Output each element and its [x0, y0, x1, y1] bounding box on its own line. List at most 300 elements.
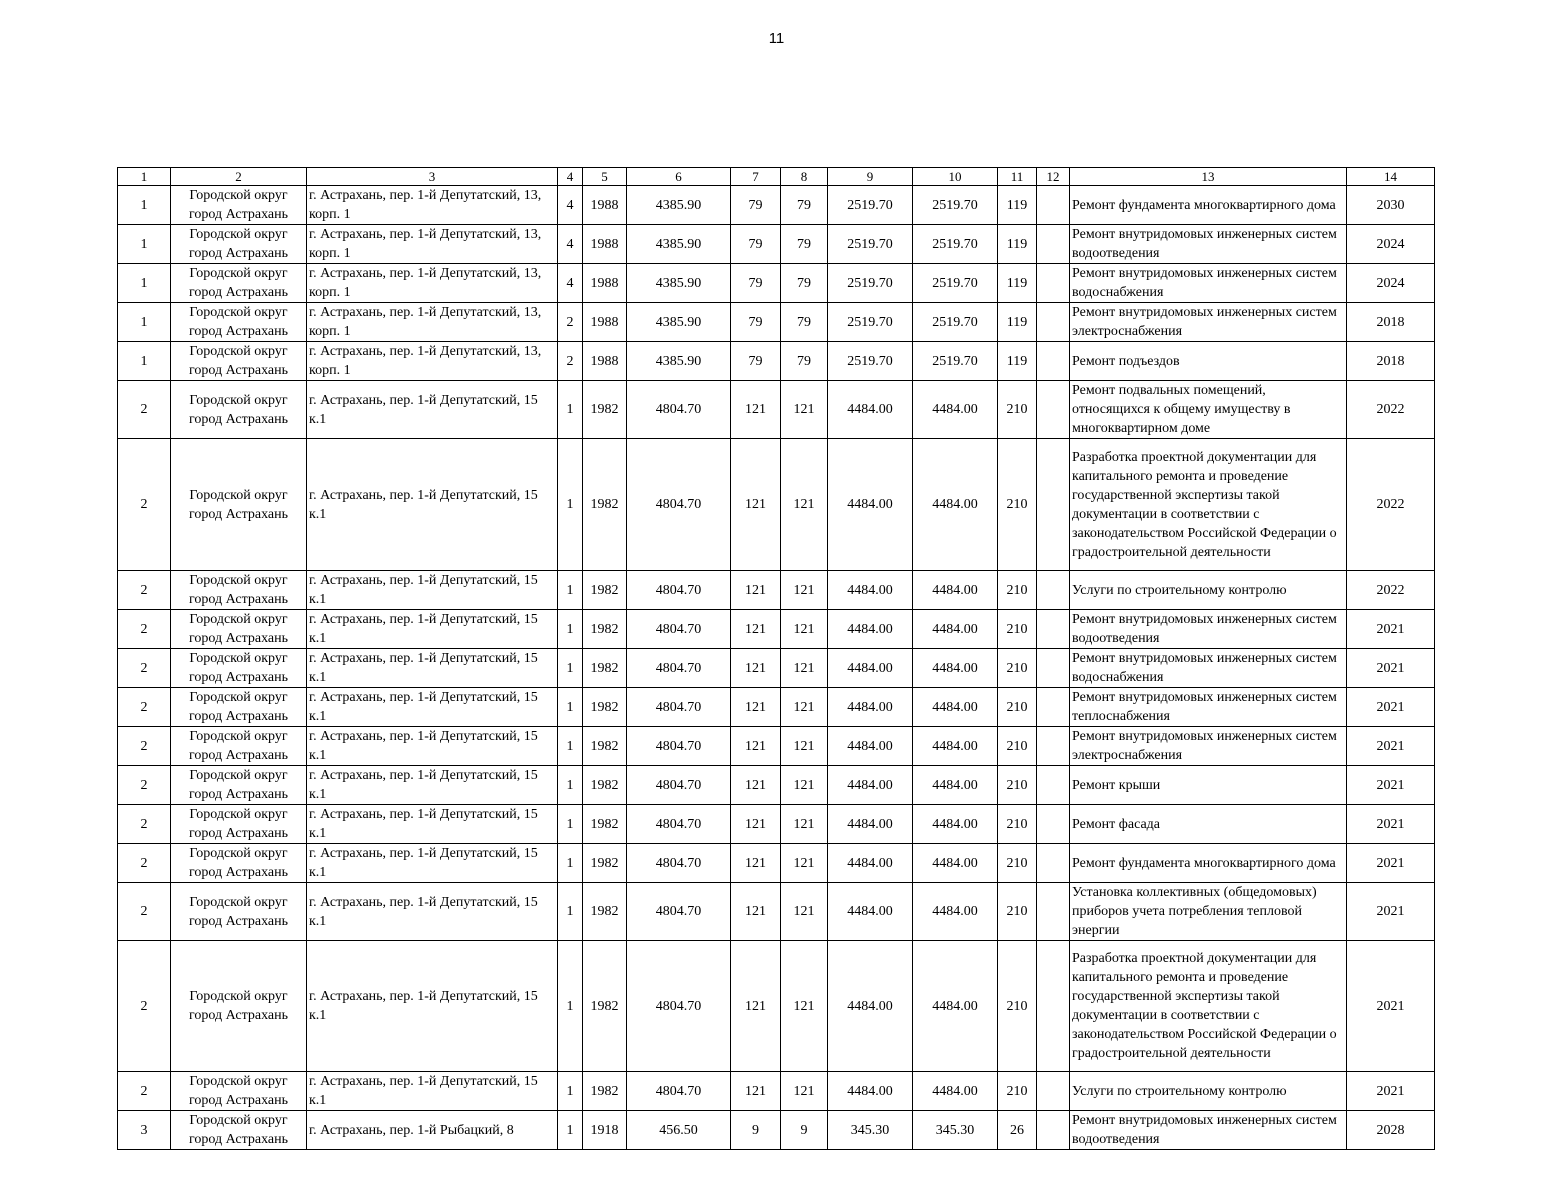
planned-year-cell: 2018 [1347, 342, 1435, 381]
column-number: 4 [558, 168, 583, 186]
floors-cell: 4 [558, 225, 583, 264]
address-cell: г. Астрахань, пер. 1-й Депутатский, 13, корп. 1 [307, 342, 558, 381]
work-type-cell: Услуги по строительному контролю [1070, 1072, 1347, 1111]
table-row [118, 186, 1435, 225]
column-number: 8 [781, 168, 828, 186]
total-area-cell: 4385.90 [627, 303, 731, 342]
residential-area-cell: 4484.00 [828, 571, 913, 610]
extra-column-cell [1037, 649, 1070, 688]
apartments-total-cell: 121 [731, 766, 781, 805]
total-area-cell: 4385.90 [627, 342, 731, 381]
floors-cell: 1 [558, 727, 583, 766]
address-cell: г. Астрахань, пер. 1-й Депутатский, 15 к.1 [307, 766, 558, 805]
row-number-cell: 1 [118, 264, 171, 303]
residents-count-cell: 119 [998, 264, 1037, 303]
row-number-cell: 2 [118, 883, 171, 941]
apartments-total-cell: 79 [731, 225, 781, 264]
planned-year-cell: 2021 [1347, 1072, 1435, 1111]
residential-area-cell: 4484.00 [828, 381, 913, 439]
extra-column-cell [1037, 727, 1070, 766]
address-cell: г. Астрахань, пер. 1-й Депутатский, 15 к.1 [307, 439, 558, 571]
apartments-total-cell: 79 [731, 264, 781, 303]
living-area-cell: 345.30 [913, 1111, 998, 1150]
residents-count-cell: 210 [998, 844, 1037, 883]
planned-year-cell: 2024 [1347, 225, 1435, 264]
residents-count-cell: 210 [998, 883, 1037, 941]
floors-cell: 1 [558, 766, 583, 805]
apartments-total-cell: 121 [731, 941, 781, 1072]
municipality-cell: Городской округ город Астрахань [171, 439, 307, 571]
municipality-cell: Городской округ город Астрахань [171, 610, 307, 649]
municipality-cell: Городской округ город Астрахань [171, 186, 307, 225]
planned-year-cell: 2021 [1347, 727, 1435, 766]
residents-count-cell: 210 [998, 610, 1037, 649]
year-built-cell: 1982 [583, 381, 627, 439]
column-number: 7 [731, 168, 781, 186]
work-type-cell: Ремонт внутридомовых инженерных систем водоотведения [1070, 225, 1347, 264]
table-row [118, 688, 1435, 727]
row-number-cell: 2 [118, 1072, 171, 1111]
apartments-residential-cell: 121 [781, 688, 828, 727]
row-number-cell: 2 [118, 844, 171, 883]
total-area-cell: 4385.90 [627, 264, 731, 303]
apartments-total-cell: 121 [731, 883, 781, 941]
municipality-cell: Городской округ город Астрахань [171, 766, 307, 805]
year-built-cell: 1988 [583, 186, 627, 225]
work-type-cell: Ремонт внутридомовых инженерных систем теплоснабжения [1070, 688, 1347, 727]
planned-year-cell: 2018 [1347, 303, 1435, 342]
column-number: 6 [627, 168, 731, 186]
total-area-cell: 4804.70 [627, 649, 731, 688]
year-built-cell: 1982 [583, 941, 627, 1072]
living-area-cell: 4484.00 [913, 649, 998, 688]
year-built-cell: 1982 [583, 805, 627, 844]
municipality-cell: Городской округ город Астрахань [171, 883, 307, 941]
planned-year-cell: 2021 [1347, 805, 1435, 844]
address-cell: г. Астрахань, пер. 1-й Депутатский, 15 к.1 [307, 381, 558, 439]
residents-count-cell: 210 [998, 805, 1037, 844]
residential-area-cell: 4484.00 [828, 941, 913, 1072]
living-area-cell: 4484.00 [913, 941, 998, 1072]
municipality-cell: Городской округ город Астрахань [171, 941, 307, 1072]
total-area-cell: 4804.70 [627, 805, 731, 844]
table-row [118, 381, 1435, 439]
total-area-cell: 456.50 [627, 1111, 731, 1150]
total-area-cell: 4804.70 [627, 571, 731, 610]
residential-area-cell: 2519.70 [828, 186, 913, 225]
table-row [118, 1072, 1435, 1111]
municipality-cell: Городской округ город Астрахань [171, 303, 307, 342]
apartments-residential-cell: 121 [781, 439, 828, 571]
apartments-total-cell: 121 [731, 727, 781, 766]
total-area-cell: 4804.70 [627, 727, 731, 766]
address-cell: г. Астрахань, пер. 1-й Рыбацкий, 8 [307, 1111, 558, 1150]
row-number-cell: 2 [118, 439, 171, 571]
living-area-cell: 2519.70 [913, 264, 998, 303]
living-area-cell: 4484.00 [913, 727, 998, 766]
residents-count-cell: 210 [998, 766, 1037, 805]
column-number-row [118, 168, 1435, 186]
planned-year-cell: 2021 [1347, 883, 1435, 941]
apartments-total-cell: 121 [731, 844, 781, 883]
work-type-cell: Ремонт внутридомовых инженерных систем водоснабжения [1070, 264, 1347, 303]
address-cell: г. Астрахань, пер. 1-й Депутатский, 15 к.1 [307, 688, 558, 727]
residential-area-cell: 4484.00 [828, 727, 913, 766]
table-row [118, 727, 1435, 766]
work-type-cell: Ремонт фундамента многоквартирного дома [1070, 844, 1347, 883]
floors-cell: 1 [558, 381, 583, 439]
year-built-cell: 1918 [583, 1111, 627, 1150]
row-number-cell: 2 [118, 649, 171, 688]
table-row [118, 844, 1435, 883]
column-number: 14 [1347, 168, 1435, 186]
row-number-cell: 2 [118, 805, 171, 844]
total-area-cell: 4804.70 [627, 1072, 731, 1111]
floors-cell: 1 [558, 649, 583, 688]
extra-column-cell [1037, 1072, 1070, 1111]
year-built-cell: 1988 [583, 225, 627, 264]
row-number-cell: 2 [118, 688, 171, 727]
apartments-total-cell: 79 [731, 303, 781, 342]
residents-count-cell: 119 [998, 186, 1037, 225]
row-number-cell: 2 [118, 610, 171, 649]
address-cell: г. Астрахань, пер. 1-й Депутатский, 13, корп. 1 [307, 264, 558, 303]
floors-cell: 2 [558, 303, 583, 342]
floors-cell: 1 [558, 1072, 583, 1111]
planned-year-cell: 2022 [1347, 571, 1435, 610]
residential-area-cell: 4484.00 [828, 649, 913, 688]
municipality-cell: Городской округ город Астрахань [171, 805, 307, 844]
residents-count-cell: 210 [998, 649, 1037, 688]
planned-year-cell: 2021 [1347, 844, 1435, 883]
living-area-cell: 2519.70 [913, 303, 998, 342]
apartments-residential-cell: 121 [781, 610, 828, 649]
extra-column-cell [1037, 342, 1070, 381]
apartments-residential-cell: 121 [781, 844, 828, 883]
municipality-cell: Городской округ город Астрахань [171, 1072, 307, 1111]
residential-area-cell: 4484.00 [828, 688, 913, 727]
work-type-cell: Разработка проектной документации для капитального ремонта и проведение государственной экспертизы такой документации в соответствии с законодательством Российской Федерации о градостроительной деятельности [1070, 439, 1347, 571]
living-area-cell: 4484.00 [913, 688, 998, 727]
column-number: 12 [1037, 168, 1070, 186]
residents-count-cell: 119 [998, 303, 1037, 342]
year-built-cell: 1982 [583, 883, 627, 941]
residential-area-cell: 4484.00 [828, 805, 913, 844]
work-type-cell: Ремонт внутридомовых инженерных систем электроснабжения [1070, 303, 1347, 342]
residents-count-cell: 210 [998, 381, 1037, 439]
year-built-cell: 1982 [583, 610, 627, 649]
residential-area-cell: 4484.00 [828, 766, 913, 805]
address-cell: г. Астрахань, пер. 1-й Депутатский, 13, корп. 1 [307, 225, 558, 264]
year-built-cell: 1982 [583, 439, 627, 571]
apartments-residential-cell: 79 [781, 264, 828, 303]
planned-year-cell: 2021 [1347, 941, 1435, 1072]
table-row [118, 883, 1435, 941]
extra-column-cell [1037, 941, 1070, 1072]
column-number: 5 [583, 168, 627, 186]
municipality-cell: Городской округ город Астрахань [171, 571, 307, 610]
floors-cell: 4 [558, 264, 583, 303]
living-area-cell: 4484.00 [913, 883, 998, 941]
residential-area-cell: 2519.70 [828, 303, 913, 342]
table-row [118, 225, 1435, 264]
floors-cell: 1 [558, 941, 583, 1072]
residential-area-cell: 345.30 [828, 1111, 913, 1150]
extra-column-cell [1037, 883, 1070, 941]
apartments-residential-cell: 79 [781, 303, 828, 342]
apartments-residential-cell: 121 [781, 941, 828, 1072]
apartments-residential-cell: 121 [781, 381, 828, 439]
column-number: 3 [307, 168, 558, 186]
planned-year-cell: 2022 [1347, 381, 1435, 439]
apartments-total-cell: 9 [731, 1111, 781, 1150]
municipality-cell: Городской округ город Астрахань [171, 649, 307, 688]
work-type-cell: Ремонт внутридомовых инженерных систем водоотведения [1070, 1111, 1347, 1150]
municipality-cell: Городской округ город Астрахань [171, 688, 307, 727]
extra-column-cell [1037, 688, 1070, 727]
apartments-residential-cell: 121 [781, 649, 828, 688]
living-area-cell: 4484.00 [913, 1072, 998, 1111]
municipality-cell: Городской округ город Астрахань [171, 381, 307, 439]
planned-year-cell: 2021 [1347, 649, 1435, 688]
floors-cell: 2 [558, 342, 583, 381]
municipality-cell: Городской округ город Астрахань [171, 264, 307, 303]
address-cell: г. Астрахань, пер. 1-й Депутатский, 15 к.1 [307, 571, 558, 610]
total-area-cell: 4385.90 [627, 225, 731, 264]
living-area-cell: 4484.00 [913, 610, 998, 649]
municipality-cell: Городской округ город Астрахань [171, 844, 307, 883]
apartments-residential-cell: 9 [781, 1111, 828, 1150]
work-type-cell: Ремонт фундамента многоквартирного дома [1070, 186, 1347, 225]
row-number-cell: 1 [118, 342, 171, 381]
table-row [118, 1111, 1435, 1150]
living-area-cell: 4484.00 [913, 571, 998, 610]
planned-year-cell: 2028 [1347, 1111, 1435, 1150]
work-type-cell: Услуги по строительному контролю [1070, 571, 1347, 610]
floors-cell: 1 [558, 844, 583, 883]
living-area-cell: 2519.70 [913, 225, 998, 264]
work-type-cell: Ремонт подъездов [1070, 342, 1347, 381]
residential-area-cell: 4484.00 [828, 844, 913, 883]
apartments-residential-cell: 121 [781, 805, 828, 844]
floors-cell: 1 [558, 571, 583, 610]
planned-year-cell: 2024 [1347, 264, 1435, 303]
apartments-total-cell: 121 [731, 688, 781, 727]
work-type-cell: Ремонт внутридомовых инженерных систем электроснабжения [1070, 727, 1347, 766]
row-number-cell: 2 [118, 571, 171, 610]
apartments-total-cell: 121 [731, 610, 781, 649]
apartments-residential-cell: 79 [781, 342, 828, 381]
address-cell: г. Астрахань, пер. 1-й Депутатский, 13, корп. 1 [307, 186, 558, 225]
extra-column-cell [1037, 571, 1070, 610]
year-built-cell: 1988 [583, 264, 627, 303]
year-built-cell: 1988 [583, 342, 627, 381]
extra-column-cell [1037, 1111, 1070, 1150]
total-area-cell: 4804.70 [627, 610, 731, 649]
work-type-cell: Ремонт подвальных помещений, относящихся к общему имуществу в многоквартирном доме [1070, 381, 1347, 439]
extra-column-cell [1037, 805, 1070, 844]
apartments-total-cell: 121 [731, 649, 781, 688]
column-number: 9 [828, 168, 913, 186]
residential-area-cell: 4484.00 [828, 1072, 913, 1111]
extra-column-cell [1037, 186, 1070, 225]
total-area-cell: 4804.70 [627, 883, 731, 941]
row-number-cell: 2 [118, 381, 171, 439]
year-built-cell: 1982 [583, 688, 627, 727]
address-cell: г. Астрахань, пер. 1-й Депутатский, 15 к.1 [307, 610, 558, 649]
apartments-residential-cell: 121 [781, 883, 828, 941]
apartments-total-cell: 121 [731, 439, 781, 571]
year-built-cell: 1982 [583, 649, 627, 688]
floors-cell: 4 [558, 186, 583, 225]
living-area-cell: 4484.00 [913, 381, 998, 439]
work-type-cell: Ремонт внутридомовых инженерных систем водоснабжения [1070, 649, 1347, 688]
total-area-cell: 4804.70 [627, 381, 731, 439]
total-area-cell: 4804.70 [627, 766, 731, 805]
residents-count-cell: 210 [998, 571, 1037, 610]
column-number: 1 [118, 168, 171, 186]
residential-area-cell: 4484.00 [828, 883, 913, 941]
living-area-cell: 4484.00 [913, 805, 998, 844]
residents-count-cell: 26 [998, 1111, 1037, 1150]
total-area-cell: 4804.70 [627, 688, 731, 727]
floors-cell: 1 [558, 883, 583, 941]
residential-area-cell: 4484.00 [828, 439, 913, 571]
repair-schedule-table [117, 167, 1435, 1150]
address-cell: г. Астрахань, пер. 1-й Депутатский, 15 к.1 [307, 941, 558, 1072]
residential-area-cell: 2519.70 [828, 342, 913, 381]
year-built-cell: 1982 [583, 571, 627, 610]
column-number: 13 [1070, 168, 1347, 186]
residents-count-cell: 210 [998, 1072, 1037, 1111]
table-row [118, 941, 1435, 1072]
residents-count-cell: 119 [998, 342, 1037, 381]
municipality-cell: Городской округ город Астрахань [171, 727, 307, 766]
year-built-cell: 1982 [583, 766, 627, 805]
floors-cell: 1 [558, 805, 583, 844]
total-area-cell: 4804.70 [627, 844, 731, 883]
extra-column-cell [1037, 439, 1070, 571]
table-row [118, 439, 1435, 571]
planned-year-cell: 2030 [1347, 186, 1435, 225]
row-number-cell: 1 [118, 303, 171, 342]
extra-column-cell [1037, 303, 1070, 342]
floors-cell: 1 [558, 610, 583, 649]
row-number-cell: 2 [118, 941, 171, 1072]
residents-count-cell: 210 [998, 941, 1037, 1072]
planned-year-cell: 2021 [1347, 688, 1435, 727]
extra-column-cell [1037, 610, 1070, 649]
residential-area-cell: 2519.70 [828, 225, 913, 264]
apartments-residential-cell: 121 [781, 571, 828, 610]
table-row [118, 571, 1435, 610]
floors-cell: 1 [558, 439, 583, 571]
table-row [118, 766, 1435, 805]
municipality-cell: Городской округ город Астрахань [171, 1111, 307, 1150]
apartments-total-cell: 121 [731, 381, 781, 439]
table-row [118, 303, 1435, 342]
planned-year-cell: 2021 [1347, 766, 1435, 805]
apartments-total-cell: 79 [731, 186, 781, 225]
living-area-cell: 2519.70 [913, 186, 998, 225]
row-number-cell: 2 [118, 727, 171, 766]
work-type-cell: Установка коллективных (общедомовых) приборов учета потребления тепловой энергии [1070, 883, 1347, 941]
address-cell: г. Астрахань, пер. 1-й Депутатский, 15 к.1 [307, 844, 558, 883]
work-type-cell: Ремонт внутридомовых инженерных систем водоотведения [1070, 610, 1347, 649]
address-cell: г. Астрахань, пер. 1-й Депутатский, 15 к.1 [307, 1072, 558, 1111]
year-built-cell: 1982 [583, 844, 627, 883]
address-cell: г. Астрахань, пер. 1-й Депутатский, 15 к.1 [307, 805, 558, 844]
total-area-cell: 4804.70 [627, 439, 731, 571]
extra-column-cell [1037, 844, 1070, 883]
table-row [118, 649, 1435, 688]
residential-area-cell: 4484.00 [828, 610, 913, 649]
work-type-cell: Ремонт крыши [1070, 766, 1347, 805]
extra-column-cell [1037, 264, 1070, 303]
year-built-cell: 1982 [583, 1072, 627, 1111]
address-cell: г. Астрахань, пер. 1-й Депутатский, 15 к.1 [307, 727, 558, 766]
apartments-total-cell: 121 [731, 571, 781, 610]
column-number: 2 [171, 168, 307, 186]
floors-cell: 1 [558, 1111, 583, 1150]
row-number-cell: 1 [118, 225, 171, 264]
table-row [118, 342, 1435, 381]
address-cell: г. Астрахань, пер. 1-й Депутатский, 15 к.1 [307, 883, 558, 941]
apartments-residential-cell: 79 [781, 225, 828, 264]
row-number-cell: 3 [118, 1111, 171, 1150]
apartments-total-cell: 121 [731, 805, 781, 844]
total-area-cell: 4804.70 [627, 941, 731, 1072]
apartments-total-cell: 121 [731, 1072, 781, 1111]
living-area-cell: 4484.00 [913, 439, 998, 571]
table-row [118, 610, 1435, 649]
total-area-cell: 4385.90 [627, 186, 731, 225]
residential-area-cell: 2519.70 [828, 264, 913, 303]
living-area-cell: 2519.70 [913, 342, 998, 381]
address-cell: г. Астрахань, пер. 1-й Депутатский, 13, корп. 1 [307, 303, 558, 342]
work-type-cell: Ремонт фасада [1070, 805, 1347, 844]
table-row [118, 264, 1435, 303]
column-number: 11 [998, 168, 1037, 186]
extra-column-cell [1037, 225, 1070, 264]
residents-count-cell: 210 [998, 688, 1037, 727]
address-cell: г. Астрахань, пер. 1-й Депутатский, 15 к.1 [307, 649, 558, 688]
column-number: 10 [913, 168, 998, 186]
residents-count-cell: 210 [998, 439, 1037, 571]
extra-column-cell [1037, 381, 1070, 439]
apartments-residential-cell: 121 [781, 727, 828, 766]
row-number-cell: 2 [118, 766, 171, 805]
living-area-cell: 4484.00 [913, 766, 998, 805]
page-number: 11 [768, 30, 785, 47]
apartments-residential-cell: 121 [781, 766, 828, 805]
municipality-cell: Городской округ город Астрахань [171, 342, 307, 381]
work-type-cell: Разработка проектной документации для капитального ремонта и проведение государственной экспертизы такой документации в соответствии с законодательством Российской Федерации о градостроительной деятельности [1070, 941, 1347, 1072]
municipality-cell: Городской округ город Астрахань [171, 225, 307, 264]
row-number-cell: 1 [118, 186, 171, 225]
year-built-cell: 1982 [583, 727, 627, 766]
floors-cell: 1 [558, 688, 583, 727]
extra-column-cell [1037, 766, 1070, 805]
living-area-cell: 4484.00 [913, 844, 998, 883]
planned-year-cell: 2021 [1347, 610, 1435, 649]
year-built-cell: 1988 [583, 303, 627, 342]
residents-count-cell: 119 [998, 225, 1037, 264]
apartments-total-cell: 79 [731, 342, 781, 381]
planned-year-cell: 2022 [1347, 439, 1435, 571]
apartments-residential-cell: 79 [781, 186, 828, 225]
residents-count-cell: 210 [998, 727, 1037, 766]
